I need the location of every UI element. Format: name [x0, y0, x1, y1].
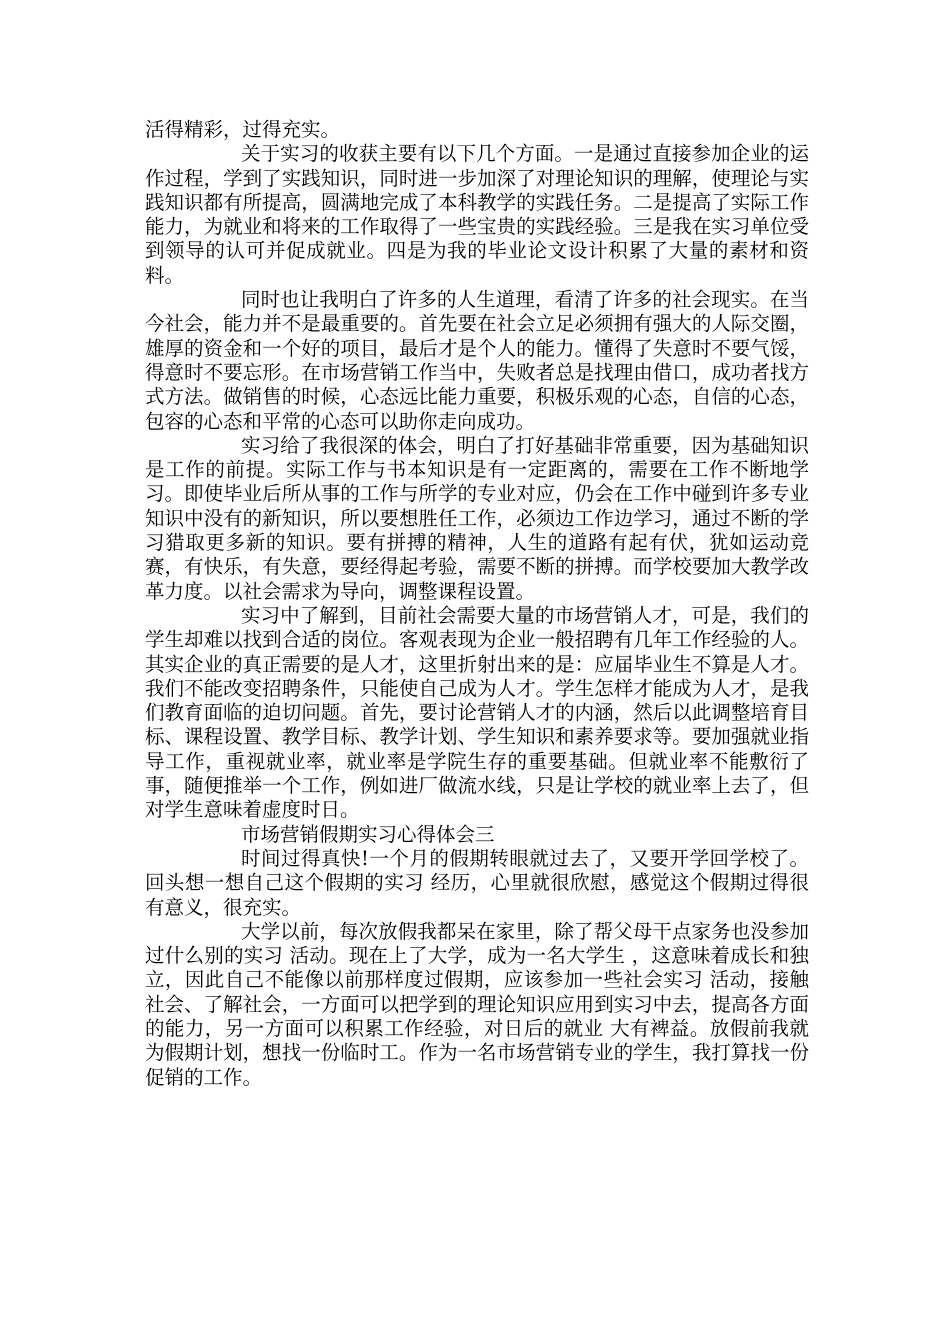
paragraph-2: 关于实习的收获主要有以下几个方面。一是通过直接参加企业的运作过程，学到了实践知识，同时进一步加深了对理论知识的理解，使理论与实践知识都有所提高，圆满地完成了本科教学的实践任务。二是提高了实际工作能力，为就业和将来的工作取得了一些宝贵的实践经验。三是我在实习单位受到领导的认可并促成就业。四是为我的毕业论文设计积累了大量的素材和资料。 [145, 142, 809, 287]
paragraph-4: 实习给了我很深的体会，明白了打好基础非常重要，因为基础知识是工作的前提。实际工作与书本知识是有一定距离的，需要在工作不断地学习。即使毕业后所从事的工作与所学的专业对应，仍会在工作中碰到许多专业知识中没有的新知识，所以要想胜任工作，必须边工作边学习，通过不断的学习猎取更多新的知识。要有拼搏的精神，人生的道路有起有伏，犹如运动竞赛，有快乐，有失意，要经得起考验，需要不断的拼搏。而学校要加大教学改革力度。以社会需求为导向，调整课程设置。 [145, 433, 809, 603]
paragraph-3: 同时也让我明白了许多的人生道理，看清了许多的社会现实。在当今社会，能力并不是最重要的。首先要在社会立足必须拥有强大的人际交圈，雄厚的资金和一个好的项目，最后才是个人的能力。懂得了失意时不要气馁，得意时不要忘形。在市场营销工作当中，失败者总是找理由借口，成功者找方式方法。做销售的时候，心态远比能力重要，积极乐观的心态，自信的心态，包容的心态和平常的心态可以助你走向成功。 [145, 288, 809, 433]
paragraph-1: 活得精彩，过得充实。 [145, 118, 341, 141]
section-paragraph-2: 大学以前，每次放假我都呆在家里，除了帮父母干点家务也没参加过什么别的实习 活动。现在上了大学，成为一名大学生 ，这意味着成长和独立，因此自己不能像以前那样度过假期，应该参加一些社会实习 活动，接触社会、了解社会，一方面可以把学到的理论知识应用到实习中去，提高各方面的能力，另一方面可以积累工作经验，对日后的就业 大有裨益。放假前我就为假期计划，想找一份临时工。作为一名市场营销专业的学生，我打算找一份促销的工作。 [145, 919, 809, 1089]
section-paragraph-1: 时间过得真快!一个月的假期转眼就过去了，又要开学回学校了。回头想一想自己这个假期的实习 经历，心里就很欣慰，感觉这个假期过得很有意义，很充实。 [145, 846, 809, 919]
document-page [145, 118, 809, 1090]
paragraph-5: 实习中了解到，目前社会需要大量的市场营销人才，可是，我们的学生却难以找到合适的岗位。客观表现为企业一般招聘有几年工作经验的人。其实企业的真正需要的是人才，这里折射出来的是：应届毕业生不算是人才。我们不能改变招聘条件，只能使自己成为人才。学生怎样才能成为人才，是我们教育面临的迫切问题。首先，要讨论营销人才的内涵，然后以此调整培育目标、课程设置、教学目标、教学计划、学生知识和素养要求等。要加强就业指导工作，重视就业率，就业率是学院生存的重要基础。但就业率不能敷衍了事，随便推举一个工作，例如进厂做流水线，只是让学校的就业率上去了，但对学生意味着虚度时日。 [145, 603, 809, 822]
section-title: 市场营销假期实习心得体会三 [241, 822, 495, 846]
